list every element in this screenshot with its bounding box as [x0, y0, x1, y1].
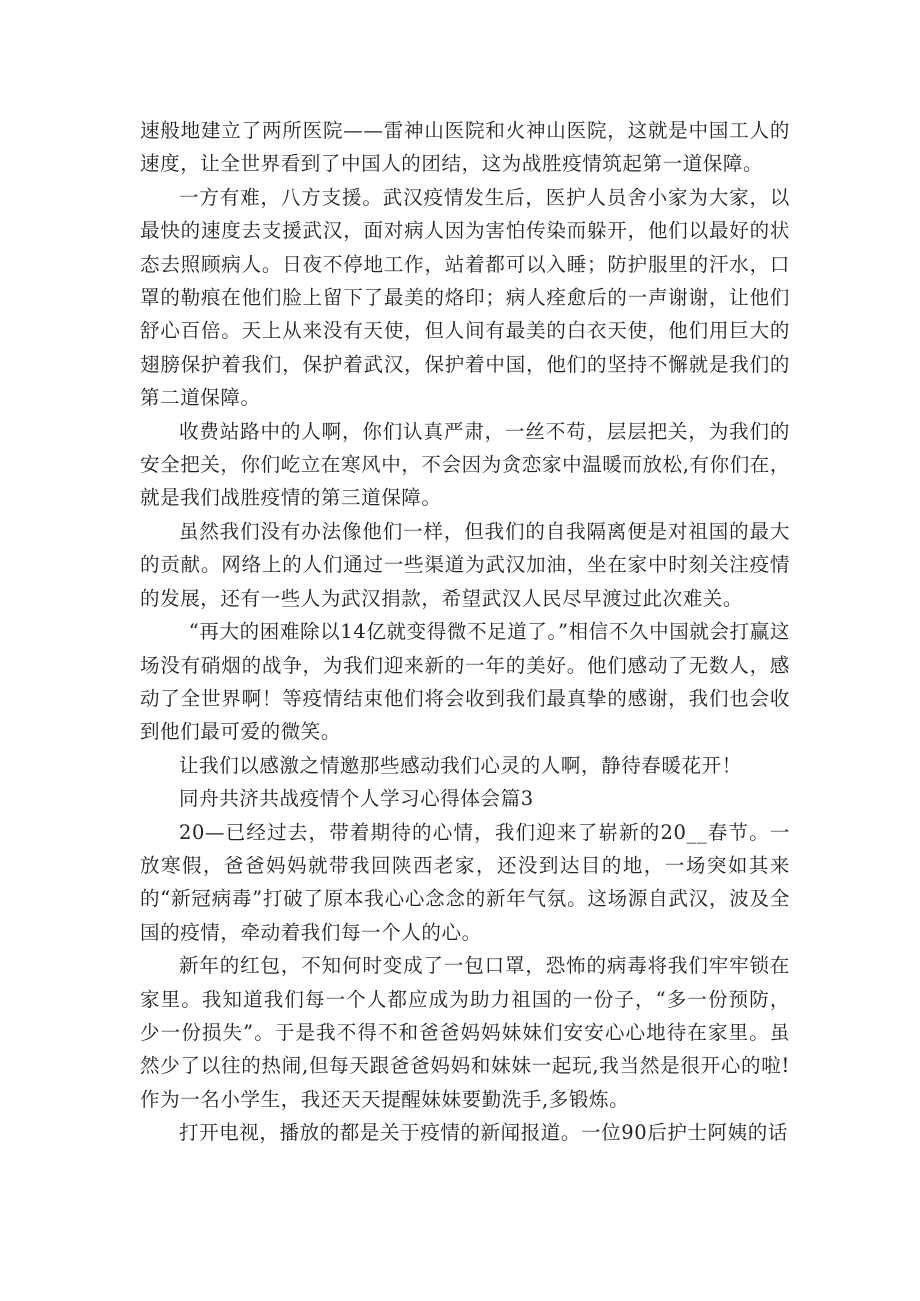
paragraph-8: 新年的红包，不知何时变成了一包口罩，恐怖的病毒将我们牢牢锁在家里。我知道我们每一个人都应成为助力祖国的一份子，“多一份预防，少一份损失”。于是我不得不和爸爸妈妈妹妹们安安心心地待在家里。虽然少了以往的热闹,但每天跟爸爸妈妈和妹妹一起玩,我当然是很开心的啦!作为一名小学生，我还天天提醒妹妹要勤洗手,多锻炼。 — [140, 954, 790, 1111]
paragraph-7: 20—已经过去，带着期待的心情，我们迎来了崭新的20__春节。一放寒假，爸爸妈妈就带我回陕西老家，还没到达目的地，一场突如其来的“新冠病毒”打破了原本我心心念念的新年气氛。这场源自武汉，波及全国的疫情，牵动着我们每一个人的心。 — [140, 820, 790, 944]
section-heading: 同舟共济共战疫情个人学习心得体会篇3 — [179, 787, 534, 811]
paragraph-2: 一方有难，八方支援。武汉疫情发生后，医护人员舍小家为大家，以最快的速度去支援武汉，面对病人因为害怕传染而躲开，他们以最好的状态去照顾病人。日夜不停地工作，站着都可以入睡；防护服里的汗水，口罩的勒痕在他们脸上留下了最美的烙印；病人痊愈后的一声谢谢，让他们舒心百倍。天上从来没有天使，但人间有最美的白衣天使，他们用巨大的翅膀保护着我们，保护着武汉，保护着中国，他们的坚持不懈就是我们的第二道保障。 — [140, 185, 790, 410]
paragraph-3: 收费站路中的人啊，你们认真严肃，一丝不苟，层层把关，为我们的安全把关，你们屹立在寒风中，不会因为贪恋家中温暖而放松,有你们在，就是我们战胜疫情的第三道保障。 — [140, 419, 790, 510]
paragraph-6: 让我们以感激之情邀那些感动我们心灵的人啊，静待春暖花开！ — [179, 753, 742, 777]
paragraph-4: 虽然我们没有办法像他们一样，但我们的自我隔离便是对祖国的最大的贡献。网络上的人们通过一些渠道为武汉加油，坐在家中时刻关注疫情的发展，还有一些人为武汉捐款，希望武汉人民尽早渡过此次难关。 — [140, 519, 790, 610]
document-body — [140, 114, 790, 1150]
paragraph-1: 速般地建立了两所医院——雷神山医院和火神山医院，这就是中国工人的速度，让全世界看到了中国人的团结，这为战胜疫情筑起第一道保障。 — [140, 119, 790, 176]
paragraph-5: “再大的困难除以14亿就变得微不足道了。”相信不久中国就会打赢这场没有硝烟的战争，为我们迎来新的一年的美好。他们感动了无数人，感动了全世界啊！等疫情结束他们将会收到我们最真挚的感谢，我们也会收到他们最可爱的微笑。 — [140, 620, 790, 744]
paragraph-9: 打开电视，播放的都是关于疫情的新闻报道。一位90后护士阿姨的话 — [179, 1121, 788, 1145]
